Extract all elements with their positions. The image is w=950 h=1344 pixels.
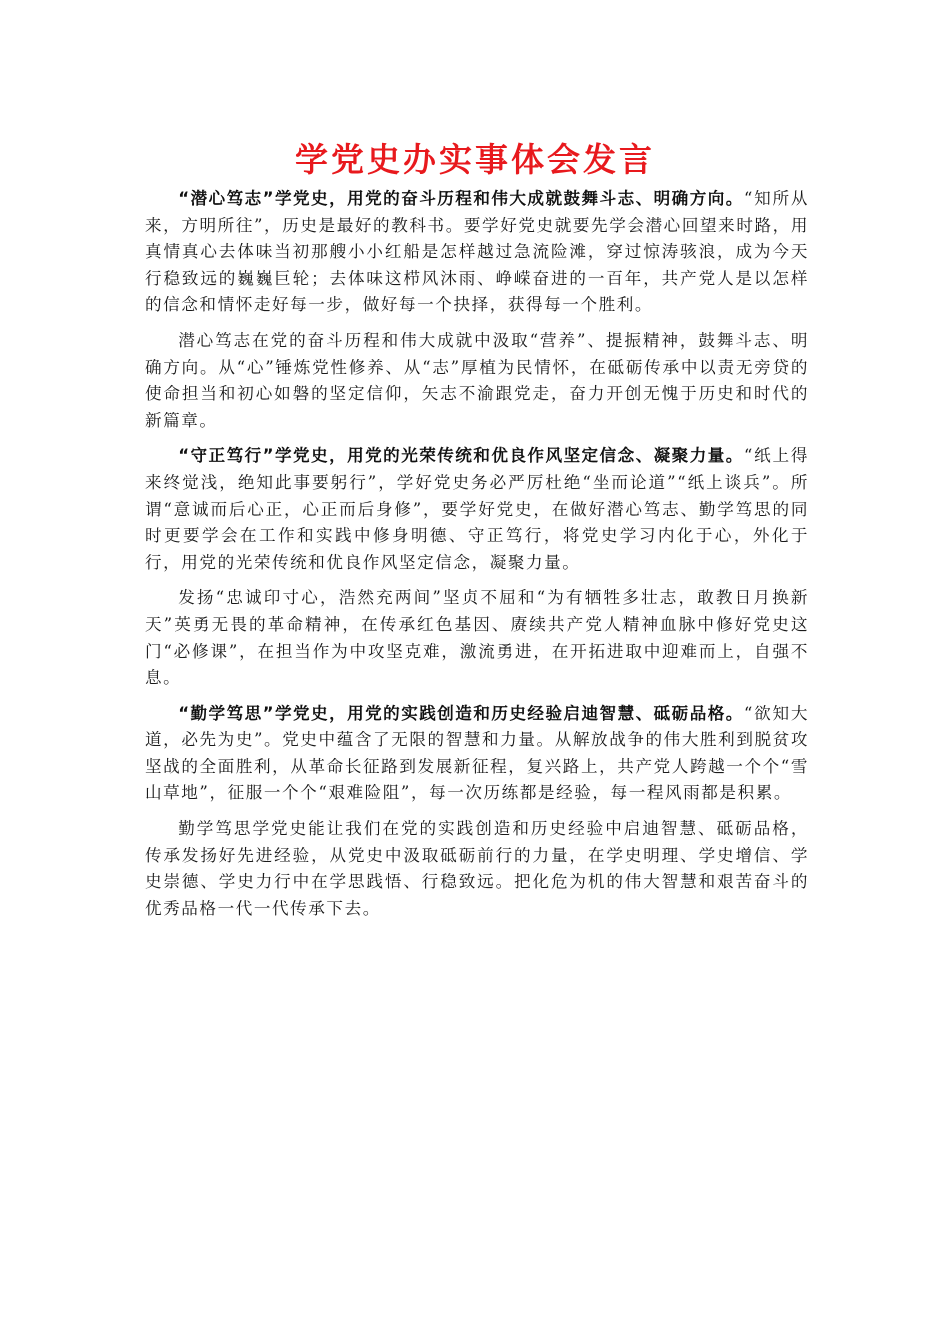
paragraph [145,701,809,807]
paragraph-text: 潜心笃志在党的奋斗历程和伟大成就中汲取“营养”、提振精神，鼓舞斗志、明确方向。从“心”锤炼党性修养、从“志”厚植为民情怀，在砥砺传承中以责无旁贷的使命担当和初心如磐的坚定信仰，矢志不渝跟党走，奋力开创无愧于历史和时代的新篇章。 [145,330,809,430]
paragraph [145,328,809,434]
paragraph [145,443,809,576]
paragraph-text: “纸上得来终觉浅，绝知此事要躬行”，学好党史务必严厉杜绝“坐而论道”“纸上谈兵”。所谓“意诚而后心正，心正而后身修”，要学好党史，在做好潜心笃志、勤学笃思的同时更要学会在工作和实践中修身明德、守正笃行，将党史学习内化于心，外化于行，用党的光荣传统和优良作风坚定信念，凝聚力量。 [145,446,809,572]
paragraph [145,816,809,922]
paragraph [145,186,809,319]
paragraph-lead: “潜心笃志”学党史，用党的奋斗历程和伟大成就鼓舞斗志、明确方向。 [178,189,744,208]
paragraph-text: 发扬“忠诚印寸心，浩然充两间”坚贞不屈和“为有牺牲多壮志，敢教日月换新天”英勇无畏的革命精神，在传承红色基因、赓续共产党人精神血脉中修好党史这门“必修课”，在担当作为中攻坚克难，激流勇进，在开拓进取中迎难而上，自强不息。 [145,588,809,688]
paragraph-text: “欲知大道，必先为史”。党史中蕴含了无限的智慧和力量。从解放战争的伟大胜利到脱贫攻坚战的全面胜利，从革命长征路到发展新征程，复兴路上，共产党人跨越一个个“雪山草地”，征服一个个“艰难险阻”，每一次历练都是经验，每一程风雨都是积累。 [145,703,809,803]
document-title: 学党史办实事体会发言 [295,140,655,179]
document-body [145,186,809,931]
paragraph-text: 勤学笃思学党史能让我们在党的实践创造和历史经验中启迪智慧、砥砺品格，传承发扬好先进经验，从党史中汲取砥砺前行的力量，在学史明理、学史增信、学史崇德、学史力行中在学思践悟、行稳致远。把化危为机的伟大智慧和艰苦奋斗的优秀品格一代一代传承下去。 [145,819,809,918]
paragraph-text: “知所从来，方明所往”，历史是最好的教科书。要学好党史就要先学会潜心回望来时路，用真情真心去体味当初那艘小小红船是怎样越过急流险滩，穿过惊涛骇浪，成为今天行稳致远的巍巍巨轮；去体味这栉风沐雨、峥嵘奋进的一百年，共产党人是以怎样的信念和情怀走好每一步，做好每一个抉择，获得每一个胜利。 [145,189,809,315]
paragraph-lead: “勤学笃思”学党史，用党的实践创造和历史经验启迪智慧、砥砺品格。 [178,703,744,723]
paragraph [145,585,809,691]
paragraph-lead: “守正笃行”学党史，用党的光荣传统和优良作风坚定信念、凝聚力量。 [178,446,744,466]
